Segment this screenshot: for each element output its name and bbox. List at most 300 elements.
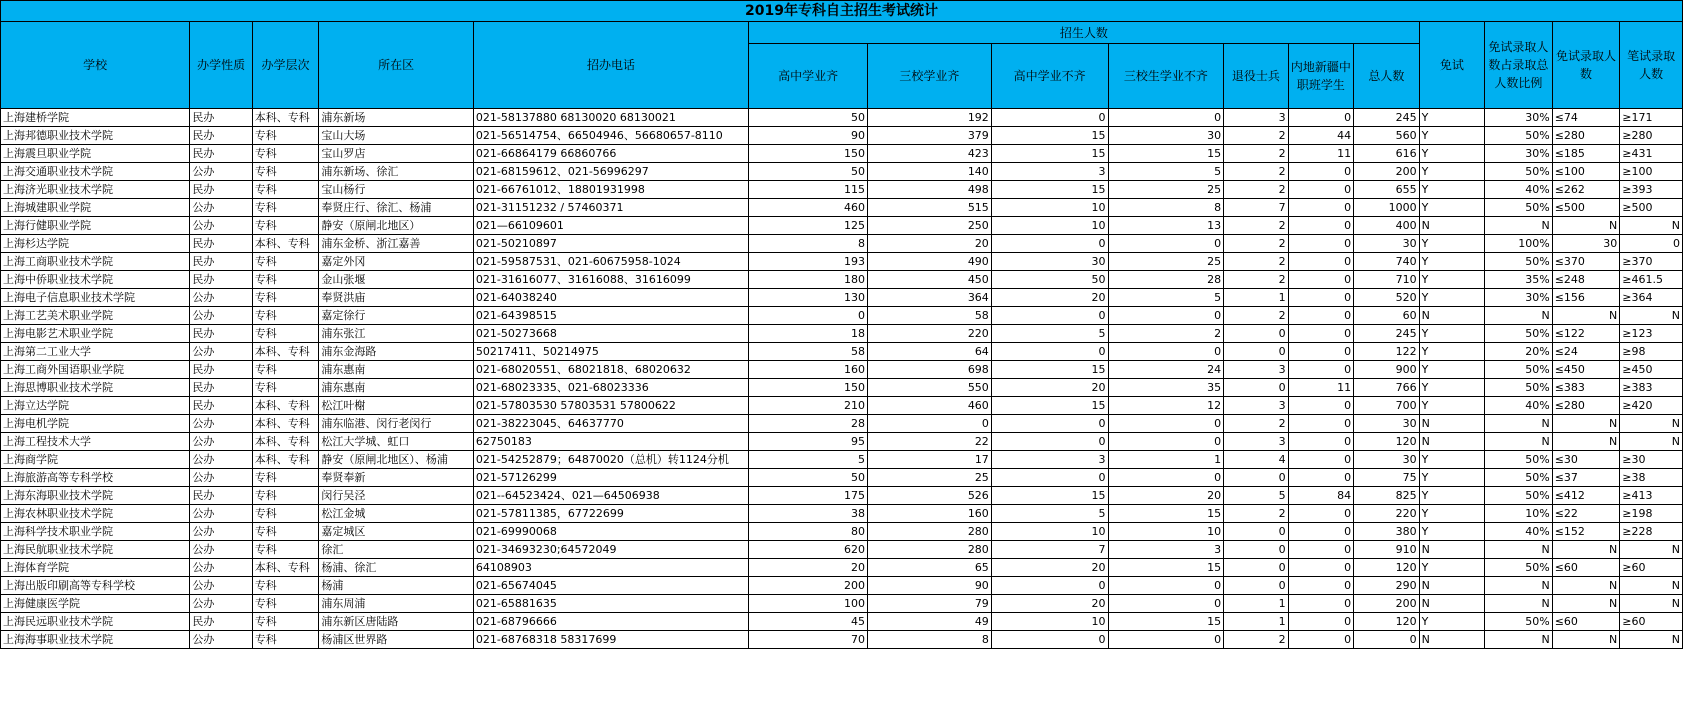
cell-nature[interactable]: 民办 [190, 181, 252, 199]
cell-three-incomplete[interactable]: 20 [1108, 487, 1224, 505]
cell-three-complete[interactable]: 25 [867, 469, 991, 487]
cell-district[interactable]: 浦东新场、徐汇 [319, 163, 474, 181]
cell-exempt-ratio[interactable]: 50% [1485, 379, 1553, 397]
cell-school[interactable]: 上海电机学院 [1, 415, 190, 433]
cell-nature[interactable]: 公办 [190, 433, 252, 451]
cell-hs-complete[interactable]: 460 [749, 199, 868, 217]
cell-hs-complete[interactable]: 38 [749, 505, 868, 523]
cell-phone[interactable]: 021-68159612、021-56996297 [473, 163, 748, 181]
cell-veteran[interactable]: 2 [1224, 145, 1288, 163]
cell-phone[interactable]: 021-64038240 [473, 289, 748, 307]
cell-level[interactable]: 专科 [252, 631, 319, 649]
cell-exempt-ratio[interactable]: 50% [1485, 127, 1553, 145]
header-level[interactable]: 办学层次 [252, 22, 319, 109]
cell-level[interactable]: 专科 [252, 613, 319, 631]
cell-level[interactable]: 专科 [252, 217, 319, 235]
cell-total[interactable]: 1000 [1354, 199, 1420, 217]
cell-written-count[interactable]: ≥30 [1620, 451, 1683, 469]
cell-three-incomplete[interactable]: 15 [1108, 613, 1224, 631]
cell-level[interactable]: 本科、专科 [252, 433, 319, 451]
cell-exempt-count[interactable]: ≤122 [1552, 325, 1620, 343]
cell-exempt-count[interactable]: ≤22 [1552, 505, 1620, 523]
cell-hs-complete[interactable]: 50 [749, 469, 868, 487]
cell-xinjiang[interactable]: 0 [1288, 613, 1354, 631]
cell-written-count[interactable]: ≥280 [1620, 127, 1683, 145]
cell-phone[interactable]: 021-68023335、021-68023336 [473, 379, 748, 397]
cell-three-incomplete[interactable]: 0 [1108, 595, 1224, 613]
cell-total[interactable]: 910 [1354, 541, 1420, 559]
cell-three-incomplete[interactable]: 8 [1108, 199, 1224, 217]
cell-phone[interactable]: 021-50273668 [473, 325, 748, 343]
cell-three-complete[interactable]: 498 [867, 181, 991, 199]
cell-xinjiang[interactable]: 0 [1288, 307, 1354, 325]
cell-exempt[interactable]: Y [1419, 361, 1485, 379]
cell-exempt-ratio[interactable]: N [1485, 541, 1553, 559]
cell-xinjiang[interactable]: 0 [1288, 451, 1354, 469]
cell-district[interactable]: 松江叶榭 [319, 397, 474, 415]
cell-exempt-count[interactable]: N [1552, 307, 1620, 325]
cell-phone[interactable]: 021--64523424、021—64506938 [473, 487, 748, 505]
cell-exempt[interactable]: Y [1419, 487, 1485, 505]
cell-written-count[interactable]: N [1620, 577, 1683, 595]
cell-exempt[interactable]: Y [1419, 469, 1485, 487]
cell-veteran[interactable]: 3 [1224, 109, 1288, 127]
cell-exempt[interactable]: N [1419, 415, 1485, 433]
cell-exempt-count[interactable]: ≤60 [1552, 559, 1620, 577]
cell-level[interactable]: 专科 [252, 541, 319, 559]
cell-hs-incomplete[interactable]: 20 [991, 379, 1108, 397]
header-exempt-ratio[interactable]: 免试录取人数占录取总人数比例 [1485, 22, 1553, 109]
cell-xinjiang[interactable]: 0 [1288, 343, 1354, 361]
header-district[interactable]: 所在区 [319, 22, 474, 109]
cell-hs-incomplete[interactable]: 5 [991, 505, 1108, 523]
cell-hs-complete[interactable]: 130 [749, 289, 868, 307]
cell-exempt-ratio[interactable]: 40% [1485, 523, 1553, 541]
cell-phone[interactable]: 62750183 [473, 433, 748, 451]
cell-three-complete[interactable]: 192 [867, 109, 991, 127]
cell-xinjiang[interactable]: 0 [1288, 397, 1354, 415]
cell-three-incomplete[interactable]: 35 [1108, 379, 1224, 397]
cell-exempt[interactable]: N [1419, 595, 1485, 613]
cell-school[interactable]: 上海体育学院 [1, 559, 190, 577]
cell-level[interactable]: 本科、专科 [252, 559, 319, 577]
cell-phone[interactable]: 021-50210897 [473, 235, 748, 253]
cell-three-incomplete[interactable]: 0 [1108, 415, 1224, 433]
cell-district[interactable]: 松江金城 [319, 505, 474, 523]
cell-nature[interactable]: 民办 [190, 253, 252, 271]
header-enrollment-group[interactable]: 招生人数 [749, 22, 1419, 44]
cell-written-count[interactable]: ≥198 [1620, 505, 1683, 523]
cell-written-count[interactable]: ≥60 [1620, 559, 1683, 577]
cell-school[interactable]: 上海科学技术职业学院 [1, 523, 190, 541]
cell-written-count[interactable]: ≥123 [1620, 325, 1683, 343]
cell-total[interactable]: 75 [1354, 469, 1420, 487]
cell-hs-incomplete[interactable]: 7 [991, 541, 1108, 559]
cell-school[interactable]: 上海震旦职业学院 [1, 145, 190, 163]
cell-written-count[interactable]: ≥413 [1620, 487, 1683, 505]
cell-three-incomplete[interactable]: 0 [1108, 469, 1224, 487]
cell-exempt[interactable]: Y [1419, 559, 1485, 577]
cell-exempt-count[interactable]: ≤156 [1552, 289, 1620, 307]
cell-hs-incomplete[interactable]: 5 [991, 325, 1108, 343]
cell-three-incomplete[interactable]: 0 [1108, 109, 1224, 127]
cell-exempt-ratio[interactable]: 40% [1485, 397, 1553, 415]
cell-exempt-count[interactable]: ≤450 [1552, 361, 1620, 379]
cell-three-complete[interactable]: 58 [867, 307, 991, 325]
cell-xinjiang[interactable]: 0 [1288, 469, 1354, 487]
cell-hs-incomplete[interactable]: 0 [991, 109, 1108, 127]
cell-district[interactable]: 闵行吴泾 [319, 487, 474, 505]
cell-nature[interactable]: 民办 [190, 487, 252, 505]
header-school[interactable]: 学校 [1, 22, 190, 109]
cell-xinjiang[interactable]: 0 [1288, 271, 1354, 289]
cell-district[interactable]: 奉贤奉新 [319, 469, 474, 487]
cell-nature[interactable]: 公办 [190, 523, 252, 541]
cell-hs-complete[interactable]: 160 [749, 361, 868, 379]
cell-hs-complete[interactable]: 200 [749, 577, 868, 595]
header-three-complete[interactable]: 三校学业齐 [867, 44, 991, 109]
cell-level[interactable]: 专科 [252, 145, 319, 163]
cell-exempt-ratio[interactable]: 100% [1485, 235, 1553, 253]
cell-school[interactable]: 上海思博职业技术学院 [1, 379, 190, 397]
cell-nature[interactable]: 公办 [190, 505, 252, 523]
cell-veteran[interactable]: 1 [1224, 613, 1288, 631]
cell-exempt-ratio[interactable]: 50% [1485, 253, 1553, 271]
cell-total[interactable]: 245 [1354, 325, 1420, 343]
cell-district[interactable]: 嘉定城区 [319, 523, 474, 541]
cell-written-count[interactable]: ≥450 [1620, 361, 1683, 379]
header-phone[interactable]: 招办电话 [473, 22, 748, 109]
cell-exempt[interactable]: Y [1419, 253, 1485, 271]
cell-three-complete[interactable]: 220 [867, 325, 991, 343]
cell-nature[interactable]: 公办 [190, 289, 252, 307]
cell-school[interactable]: 上海工商职业技术学院 [1, 253, 190, 271]
cell-exempt-count[interactable]: ≤152 [1552, 523, 1620, 541]
cell-exempt[interactable]: Y [1419, 163, 1485, 181]
cell-district[interactable]: 嘉定徐行 [319, 307, 474, 325]
cell-veteran[interactable]: 3 [1224, 397, 1288, 415]
cell-exempt-count[interactable]: ≤500 [1552, 199, 1620, 217]
cell-hs-incomplete[interactable]: 10 [991, 217, 1108, 235]
cell-phone[interactable]: 021-34693230;64572049 [473, 541, 748, 559]
cell-exempt[interactable]: Y [1419, 343, 1485, 361]
cell-level[interactable]: 专科 [252, 577, 319, 595]
cell-hs-incomplete[interactable]: 20 [991, 559, 1108, 577]
cell-hs-incomplete[interactable]: 3 [991, 451, 1108, 469]
cell-exempt-count[interactable]: ≤412 [1552, 487, 1620, 505]
cell-district[interactable]: 浦东金海路 [319, 343, 474, 361]
cell-hs-complete[interactable]: 95 [749, 433, 868, 451]
cell-three-incomplete[interactable]: 0 [1108, 235, 1224, 253]
cell-total[interactable]: 766 [1354, 379, 1420, 397]
cell-exempt-ratio[interactable]: N [1485, 217, 1553, 235]
cell-three-complete[interactable]: 698 [867, 361, 991, 379]
cell-phone[interactable]: 021-68796666 [473, 613, 748, 631]
cell-level[interactable]: 本科、专科 [252, 451, 319, 469]
cell-nature[interactable]: 公办 [190, 451, 252, 469]
cell-school[interactable]: 上海工商外国语职业学院 [1, 361, 190, 379]
cell-total[interactable]: 30 [1354, 235, 1420, 253]
cell-veteran[interactable]: 2 [1224, 181, 1288, 199]
cell-level[interactable]: 专科 [252, 199, 319, 217]
cell-exempt[interactable]: N [1419, 577, 1485, 595]
cell-exempt[interactable]: Y [1419, 289, 1485, 307]
cell-exempt-count[interactable]: ≤60 [1552, 613, 1620, 631]
cell-phone[interactable]: 021-65674045 [473, 577, 748, 595]
cell-exempt[interactable]: Y [1419, 145, 1485, 163]
cell-exempt[interactable]: Y [1419, 397, 1485, 415]
cell-school[interactable]: 上海中侨职业技术学院 [1, 271, 190, 289]
cell-written-count[interactable]: N [1620, 217, 1683, 235]
cell-three-incomplete[interactable]: 13 [1108, 217, 1224, 235]
cell-exempt-ratio[interactable]: 50% [1485, 487, 1553, 505]
cell-hs-complete[interactable]: 100 [749, 595, 868, 613]
cell-veteran[interactable]: 2 [1224, 631, 1288, 649]
cell-school[interactable]: 上海商学院 [1, 451, 190, 469]
cell-xinjiang[interactable]: 0 [1288, 253, 1354, 271]
cell-hs-complete[interactable]: 210 [749, 397, 868, 415]
cell-district[interactable]: 杨浦、徐汇 [319, 559, 474, 577]
cell-total[interactable]: 122 [1354, 343, 1420, 361]
cell-xinjiang[interactable]: 0 [1288, 199, 1354, 217]
cell-hs-incomplete[interactable]: 15 [991, 361, 1108, 379]
cell-hs-complete[interactable]: 45 [749, 613, 868, 631]
cell-three-complete[interactable]: 460 [867, 397, 991, 415]
cell-phone[interactable]: 021-56514754、66504946、56680657-8110 [473, 127, 748, 145]
cell-exempt-ratio[interactable]: 50% [1485, 361, 1553, 379]
cell-veteran[interactable]: 2 [1224, 127, 1288, 145]
cell-phone[interactable]: 021-66761012、18801931998 [473, 181, 748, 199]
cell-exempt[interactable]: Y [1419, 505, 1485, 523]
sheet-title[interactable]: 2019年专科自主招生考试统计 [1, 1, 1683, 22]
cell-three-complete[interactable]: 0 [867, 415, 991, 433]
cell-district[interactable]: 静安（原闸北地区）、杨浦 [319, 451, 474, 469]
cell-total[interactable]: 120 [1354, 613, 1420, 631]
cell-phone[interactable]: 021-68020551、68021818、68020632 [473, 361, 748, 379]
cell-written-count[interactable]: ≥364 [1620, 289, 1683, 307]
cell-level[interactable]: 专科 [252, 163, 319, 181]
cell-exempt-count[interactable]: ≤74 [1552, 109, 1620, 127]
cell-level[interactable]: 专科 [252, 523, 319, 541]
cell-total[interactable]: 30 [1354, 415, 1420, 433]
cell-phone[interactable]: 021-59587531、021-60675958-1024 [473, 253, 748, 271]
header-exempt-count[interactable]: 免试录取人数 [1552, 22, 1620, 109]
cell-school[interactable]: 上海民航职业技术学院 [1, 541, 190, 559]
cell-hs-complete[interactable]: 28 [749, 415, 868, 433]
cell-school[interactable]: 上海健康医学院 [1, 595, 190, 613]
cell-xinjiang[interactable]: 0 [1288, 109, 1354, 127]
cell-school[interactable]: 上海行健职业学院 [1, 217, 190, 235]
cell-level[interactable]: 专科 [252, 325, 319, 343]
cell-exempt-count[interactable]: ≤280 [1552, 397, 1620, 415]
header-xinjiang[interactable]: 内地新疆中职班学生 [1288, 44, 1354, 109]
cell-total[interactable]: 825 [1354, 487, 1420, 505]
cell-district[interactable]: 浦东张江 [319, 325, 474, 343]
cell-xinjiang[interactable]: 0 [1288, 325, 1354, 343]
cell-total[interactable]: 120 [1354, 559, 1420, 577]
cell-xinjiang[interactable]: 11 [1288, 379, 1354, 397]
cell-hs-incomplete[interactable]: 30 [991, 253, 1108, 271]
cell-veteran[interactable]: 3 [1224, 361, 1288, 379]
cell-exempt[interactable]: N [1419, 631, 1485, 649]
cell-nature[interactable]: 公办 [190, 199, 252, 217]
cell-exempt[interactable]: Y [1419, 181, 1485, 199]
cell-exempt-count[interactable]: ≤262 [1552, 181, 1620, 199]
cell-exempt-count[interactable]: N [1552, 217, 1620, 235]
cell-hs-incomplete[interactable]: 3 [991, 163, 1108, 181]
cell-three-incomplete[interactable]: 12 [1108, 397, 1224, 415]
cell-veteran[interactable]: 7 [1224, 199, 1288, 217]
cell-veteran[interactable]: 2 [1224, 163, 1288, 181]
cell-three-complete[interactable]: 280 [867, 541, 991, 559]
cell-exempt[interactable]: Y [1419, 613, 1485, 631]
cell-phone[interactable]: 021-57811385，67722699 [473, 505, 748, 523]
cell-exempt-count[interactable]: ≤30 [1552, 451, 1620, 469]
cell-written-count[interactable]: ≥383 [1620, 379, 1683, 397]
cell-level[interactable]: 专科 [252, 181, 319, 199]
cell-nature[interactable]: 民办 [190, 109, 252, 127]
cell-three-complete[interactable]: 526 [867, 487, 991, 505]
cell-level[interactable]: 专科 [252, 487, 319, 505]
cell-phone[interactable]: 021-31616077、31616088、31616099 [473, 271, 748, 289]
cell-written-count[interactable]: N [1620, 307, 1683, 325]
cell-phone[interactable]: 021-38223045、64637770 [473, 415, 748, 433]
cell-xinjiang[interactable]: 0 [1288, 163, 1354, 181]
cell-veteran[interactable]: 0 [1224, 469, 1288, 487]
cell-district[interactable]: 松江大学城、虹口 [319, 433, 474, 451]
cell-veteran[interactable]: 1 [1224, 289, 1288, 307]
cell-veteran[interactable]: 2 [1224, 217, 1288, 235]
cell-written-count[interactable]: ≥100 [1620, 163, 1683, 181]
cell-three-complete[interactable]: 490 [867, 253, 991, 271]
cell-exempt-ratio[interactable]: 50% [1485, 613, 1553, 631]
cell-exempt-count[interactable]: N [1552, 541, 1620, 559]
cell-nature[interactable]: 民办 [190, 325, 252, 343]
cell-three-incomplete[interactable]: 2 [1108, 325, 1224, 343]
cell-exempt-ratio[interactable]: N [1485, 631, 1553, 649]
cell-level[interactable]: 本科、专科 [252, 235, 319, 253]
cell-hs-complete[interactable]: 5 [749, 451, 868, 469]
cell-hs-incomplete[interactable]: 15 [991, 127, 1108, 145]
cell-three-complete[interactable]: 65 [867, 559, 991, 577]
cell-total[interactable]: 380 [1354, 523, 1420, 541]
cell-exempt-count[interactable]: ≤185 [1552, 145, 1620, 163]
cell-school[interactable]: 上海建桥学院 [1, 109, 190, 127]
cell-phone[interactable]: 021-57803530 57803531 57800622 [473, 397, 748, 415]
cell-nature[interactable]: 公办 [190, 217, 252, 235]
cell-hs-incomplete[interactable]: 15 [991, 145, 1108, 163]
cell-level[interactable]: 专科 [252, 307, 319, 325]
cell-total[interactable]: 30 [1354, 451, 1420, 469]
cell-district[interactable]: 奉贤洪庙 [319, 289, 474, 307]
cell-hs-complete[interactable]: 193 [749, 253, 868, 271]
cell-nature[interactable]: 公办 [190, 469, 252, 487]
cell-school[interactable]: 上海第二工业大学 [1, 343, 190, 361]
cell-level[interactable]: 本科、专科 [252, 397, 319, 415]
cell-three-incomplete[interactable]: 25 [1108, 253, 1224, 271]
cell-three-incomplete[interactable]: 28 [1108, 271, 1224, 289]
cell-veteran[interactable]: 4 [1224, 451, 1288, 469]
cell-district[interactable]: 浦东新场 [319, 109, 474, 127]
cell-hs-complete[interactable]: 18 [749, 325, 868, 343]
cell-hs-complete[interactable]: 150 [749, 145, 868, 163]
cell-xinjiang[interactable]: 0 [1288, 559, 1354, 577]
cell-exempt-count[interactable]: ≤370 [1552, 253, 1620, 271]
cell-exempt-ratio[interactable]: N [1485, 433, 1553, 451]
cell-written-count[interactable]: ≥420 [1620, 397, 1683, 415]
cell-exempt-ratio[interactable]: 40% [1485, 181, 1553, 199]
cell-hs-complete[interactable]: 180 [749, 271, 868, 289]
cell-nature[interactable]: 民办 [190, 127, 252, 145]
cell-total[interactable]: 0 [1354, 631, 1420, 649]
header-three-incomplete[interactable]: 三校生学业不齐 [1108, 44, 1224, 109]
cell-hs-incomplete[interactable]: 0 [991, 307, 1108, 325]
cell-veteran[interactable]: 2 [1224, 271, 1288, 289]
cell-school[interactable]: 上海电子信息职业技术学院 [1, 289, 190, 307]
cell-written-count[interactable]: N [1620, 595, 1683, 613]
cell-written-count[interactable]: ≥171 [1620, 109, 1683, 127]
cell-school[interactable]: 上海旅游高等专科学校 [1, 469, 190, 487]
cell-hs-incomplete[interactable]: 0 [991, 343, 1108, 361]
cell-veteran[interactable]: 0 [1224, 541, 1288, 559]
cell-hs-complete[interactable]: 58 [749, 343, 868, 361]
cell-hs-incomplete[interactable]: 15 [991, 181, 1108, 199]
cell-school[interactable]: 上海农林职业技术学院 [1, 505, 190, 523]
cell-district[interactable]: 静安（原闸北地区） [319, 217, 474, 235]
cell-exempt-ratio[interactable]: 50% [1485, 469, 1553, 487]
cell-district[interactable]: 浦东惠南 [319, 361, 474, 379]
cell-exempt[interactable]: Y [1419, 235, 1485, 253]
cell-exempt[interactable]: N [1419, 217, 1485, 235]
cell-hs-incomplete[interactable]: 20 [991, 595, 1108, 613]
cell-three-complete[interactable]: 79 [867, 595, 991, 613]
cell-nature[interactable]: 民办 [190, 613, 252, 631]
cell-hs-complete[interactable]: 90 [749, 127, 868, 145]
cell-written-count[interactable]: N [1620, 541, 1683, 559]
cell-hs-incomplete[interactable]: 50 [991, 271, 1108, 289]
cell-veteran[interactable]: 0 [1224, 523, 1288, 541]
cell-three-incomplete[interactable]: 15 [1108, 559, 1224, 577]
cell-veteran[interactable]: 2 [1224, 415, 1288, 433]
cell-written-count[interactable]: N [1620, 631, 1683, 649]
cell-exempt[interactable]: Y [1419, 109, 1485, 127]
cell-exempt-ratio[interactable]: 50% [1485, 559, 1553, 577]
cell-written-count[interactable]: N [1620, 415, 1683, 433]
cell-three-complete[interactable]: 450 [867, 271, 991, 289]
cell-three-complete[interactable]: 90 [867, 577, 991, 595]
cell-school[interactable]: 上海电影艺术职业学院 [1, 325, 190, 343]
cell-hs-incomplete[interactable]: 10 [991, 613, 1108, 631]
cell-written-count[interactable]: ≥98 [1620, 343, 1683, 361]
cell-district[interactable]: 浦东临港、闵行老闵行 [319, 415, 474, 433]
cell-xinjiang[interactable]: 0 [1288, 433, 1354, 451]
cell-hs-complete[interactable]: 125 [749, 217, 868, 235]
cell-hs-complete[interactable]: 80 [749, 523, 868, 541]
cell-exempt-count[interactable]: N [1552, 415, 1620, 433]
cell-three-incomplete[interactable]: 0 [1108, 307, 1224, 325]
cell-three-complete[interactable]: 17 [867, 451, 991, 469]
cell-level[interactable]: 专科 [252, 379, 319, 397]
cell-hs-incomplete[interactable]: 10 [991, 523, 1108, 541]
cell-xinjiang[interactable]: 11 [1288, 145, 1354, 163]
cell-total[interactable]: 290 [1354, 577, 1420, 595]
cell-school[interactable]: 上海城建职业学院 [1, 199, 190, 217]
cell-exempt-count[interactable]: ≤280 [1552, 127, 1620, 145]
cell-veteran[interactable]: 0 [1224, 577, 1288, 595]
cell-written-count[interactable]: ≥431 [1620, 145, 1683, 163]
cell-total[interactable]: 200 [1354, 163, 1420, 181]
cell-nature[interactable]: 公办 [190, 415, 252, 433]
